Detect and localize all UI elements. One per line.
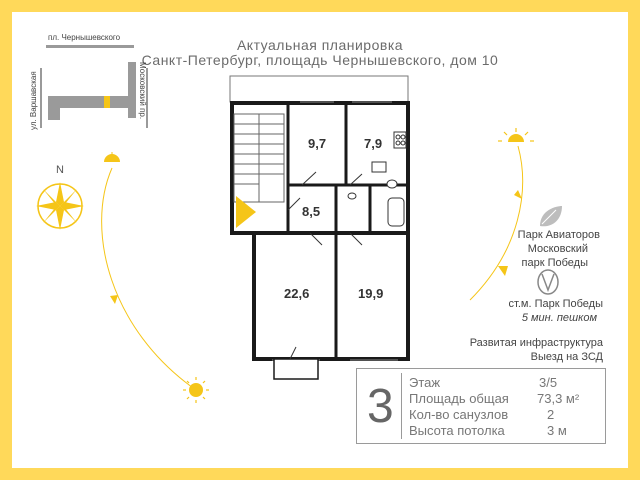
building-highlight: [104, 96, 110, 108]
room-area-5: 19,9: [358, 286, 384, 301]
stove-icon: [394, 132, 406, 148]
metro-label: ст.м. Парк Победы: [508, 298, 603, 310]
sink-icon: [372, 162, 386, 172]
spec-label-bathrooms: Кол-во санузлов: [409, 407, 509, 422]
room-area-2: 7,9: [364, 136, 383, 151]
floor-plan: [230, 76, 408, 379]
room-area-4: 22,6: [284, 286, 310, 301]
rooms-count: 3: [367, 380, 394, 433]
spec-label-floor: Этаж: [409, 375, 441, 390]
address-line: Санкт-Петербург, площадь Чернышевского, дом 10: [141, 52, 499, 68]
plan-title: Актуальная планировка: [236, 37, 404, 53]
bathtub-icon: [388, 198, 404, 226]
street-line-top: [46, 45, 134, 48]
balcony: [274, 359, 318, 379]
metro-walk-label: 5 мин. пешком: [521, 312, 597, 324]
room-area-3: 8,5: [302, 204, 321, 219]
location-map: [40, 45, 148, 128]
spec-value-bathrooms: 2: [547, 407, 555, 422]
street-label-top: пл. Чернышевского: [48, 33, 121, 42]
building-right-wing: [128, 62, 136, 118]
building-main: [48, 96, 136, 108]
spec-label-area: Площадь общая: [409, 391, 509, 406]
toilet-icon-2: [348, 193, 356, 199]
specs-divider: [401, 373, 402, 439]
park-label-1: Парк Авиаторов: [517, 229, 600, 241]
infra-label-2: Выезд на ЗСД: [530, 351, 603, 363]
compass-north-label: N: [56, 164, 64, 176]
spec-value-ceiling: 3 м: [547, 423, 567, 438]
spec-label-ceiling: Высота потолка: [409, 423, 505, 438]
spec-value-area: 73,3 м²: [537, 391, 580, 406]
sun-icon-morning: [104, 152, 120, 162]
sun-icon-south: [183, 377, 209, 403]
street-line-left: [40, 68, 42, 128]
toilet-icon: [387, 180, 397, 188]
metro-icon: [538, 270, 558, 294]
leaf-icon: [540, 206, 562, 226]
compass-rose: [36, 182, 84, 230]
spec-value-floor: 3/5: [539, 375, 558, 390]
park-label-2: Московский: [527, 243, 588, 255]
specs-box: [356, 368, 606, 444]
park-label-3: парк Победы: [521, 257, 588, 269]
building-left-wing: [48, 96, 60, 120]
sun-icon-east: [498, 128, 534, 142]
room-area-1: 9,7: [308, 136, 327, 151]
street-label-right: Московский пр.: [138, 62, 147, 120]
stairs: [234, 114, 284, 202]
street-label-left: ул. Варшавская: [29, 71, 38, 130]
infra-label-1: Развитая инфраструктура: [469, 337, 603, 349]
